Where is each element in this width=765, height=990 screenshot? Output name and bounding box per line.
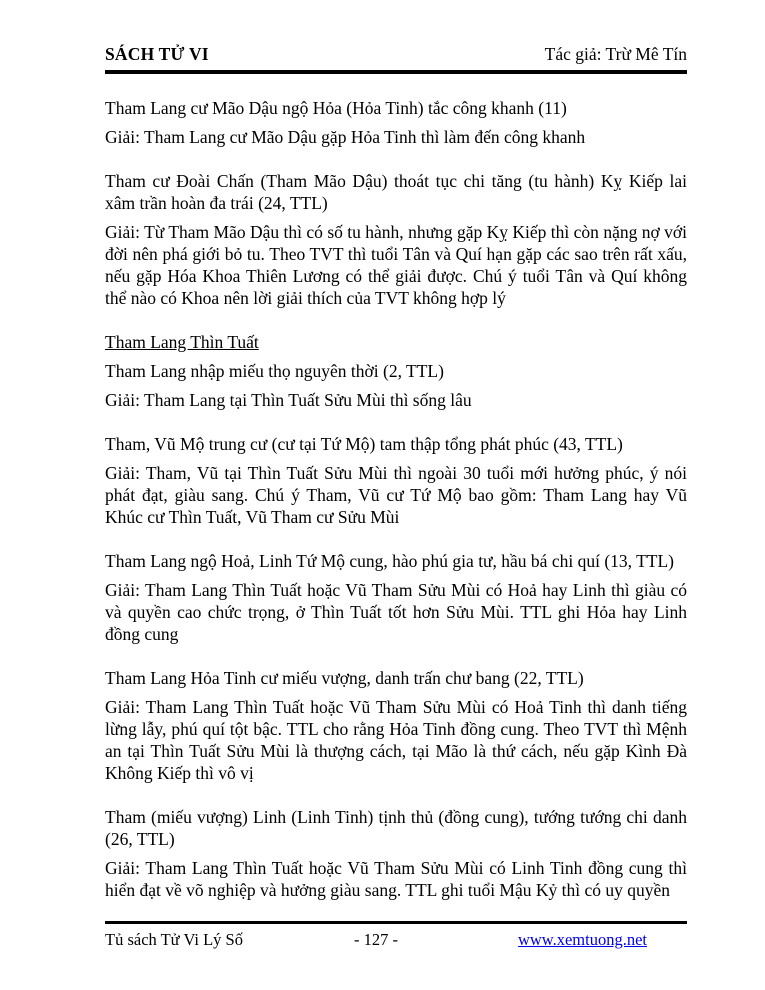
footer-link-cell xyxy=(466,930,687,950)
page-number: - 127 - xyxy=(354,930,398,949)
paragraph-explanation: Giải: Tham Lang Thìn Tuất hoặc Vũ Tham Sửu Mùi có Hoả hay Linh thì giàu có và quyền cao chức trọng, ở Thìn Tuất tốt hơn Sửu Mùi. TTL ghi Hỏa hay Linh đồng cung xyxy=(105,580,687,644)
section-heading: Tham Lang Thìn Tuất xyxy=(105,332,259,352)
paragraph-statement: Tham cư Đoài Chấn (Tham Mão Dậu) thoát tục chi tăng (tu hành) Kỵ Kiếp lai xâm trần hoàn đa trái (24, TTL) xyxy=(105,171,687,213)
paragraph-explanation: Giải: Tham Lang Thìn Tuất hoặc Vũ Tham Sửu Mùi có Linh Tinh đồng cung thì hiển đạt về võ nghiệp và hưởng giàu sang. TTL ghi tuổi Mậu Kỷ thì có uy quyền xyxy=(105,858,687,900)
page-footer xyxy=(105,921,687,950)
author-credit: Tác giả: Trừ Mê Tín xyxy=(544,44,687,64)
paragraph-statement: Tham, Vũ Mộ trung cư (cư tại Tứ Mộ) tam thập tổng phát phúc (43, TTL) xyxy=(105,434,623,454)
footer-series-title: Tủ sách Tử Vi Lý Số xyxy=(105,930,243,949)
website-link[interactable]: www.xemtuong.net xyxy=(517,930,648,949)
page-header xyxy=(105,44,687,74)
paragraph-statement: Tham Lang ngộ Hoả, Linh Tứ Mộ cung, hào phú gia tư, hầu bá chi quí (13, TTL) xyxy=(105,551,674,571)
book-title: SÁCH TỬ VI xyxy=(105,44,209,64)
paragraph-statement: Tham Lang Hỏa Tinh cư miếu vượng, danh trấn chư bang (22, TTL) xyxy=(105,668,584,688)
paragraph-explanation: Giải: Tham Lang cư Mão Dậu gặp Hỏa Tinh thì làm đến công khanh xyxy=(105,127,586,147)
paragraph-statement: Tham Lang nhập miếu thọ nguyên thời (2, TTL) xyxy=(105,361,444,381)
paragraph-explanation: Giải: Tham Lang tại Thìn Tuất Sửu Mùi thì sống lâu xyxy=(105,390,472,410)
paragraph-statement: Tham Lang cư Mão Dậu ngộ Hỏa (Hỏa Tinh) tắc công khanh (11) xyxy=(105,98,567,118)
paragraph-explanation: Giải: Tham Lang Thìn Tuất hoặc Vũ Tham Sửu Mùi có Hoả Tinh thì danh tiếng lừng lẫy, phú quí tột bậc. TTL cho rằng Hỏa Tinh đồng cung. Theo TVT thì Mệnh an tại Thìn Tuất Sửu Mùi là thượng cách, tại Mão là thứ cách, nếu gặp Kình Đà Không Kiếp thì vô vị xyxy=(105,697,687,783)
paragraph-explanation: Giải: Tham, Vũ tại Thìn Tuất Sửu Mùi thì ngoài 30 tuổi mới hưởng phúc, ý nói phát đạt, giàu sang. Chú ý Tham, Vũ cư Tứ Mộ bao gồm: Tham Lang hay Vũ Khúc cư Thìn Tuất, Vũ Tham cư Sửu Mùi xyxy=(105,463,687,527)
content xyxy=(105,97,687,908)
paragraph-statement: Tham (miếu vượng) Linh (Linh Tinh) tịnh thủ (đồng cung), tướng tướng chi danh (26, TTL) xyxy=(105,807,687,849)
paragraph-explanation: Giải: Từ Tham Mão Dậu thì có số tu hành, nhưng gặp Kỵ Kiếp thì còn nặng nợ với đời nên phá giới bỏ tu. Theo TVT thì tuổi Tân và Quí hạn gặp các sao trên rất xấu, nếu gặp Hóa Khoa Thiên Lương có thể giải được. Chú ý tuổi Tân và Quí không thể nào có Khoa nên lời giải thích của TVT không hợp lý xyxy=(105,222,687,308)
